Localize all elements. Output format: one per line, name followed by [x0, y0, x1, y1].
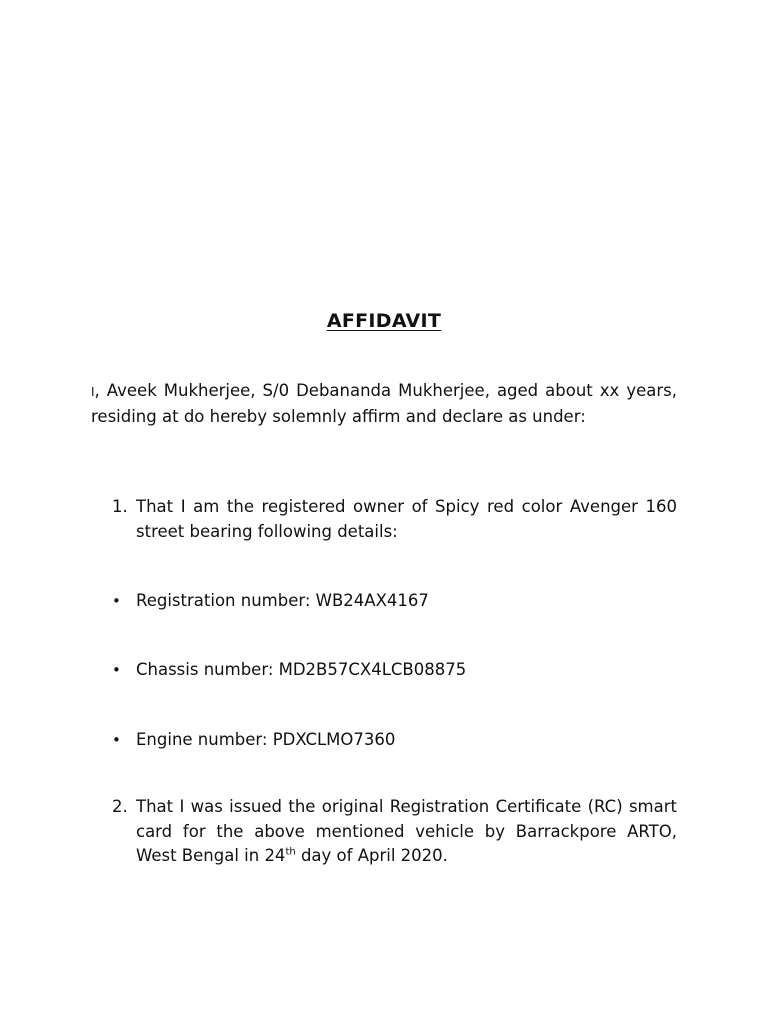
bullet-icon: • — [112, 592, 121, 610]
item-text-before: That I was issued the original Registration Certificate (RC) smart card for the above mentioned vehicle by Barrackpore ARTO, West Bengal in 24 — [136, 797, 677, 865]
item-text: That I am the registered owner of Spicy red color Avenger 160 street bearing following details: — [136, 497, 677, 541]
intro-paragraph — [91, 379, 677, 429]
document-title: AFFIDAVIT — [326, 310, 442, 332]
bullet-icon: • — [112, 661, 121, 679]
bullet-icon: • — [112, 731, 121, 749]
item-number: 2. — [112, 797, 128, 816]
detail-text: Registration number: WB24AX4167 — [136, 591, 429, 610]
ordinal-superscript: th — [285, 846, 296, 858]
detail-text: Chassis number: MD2B57CX4LCB08875 — [136, 660, 467, 679]
item-text — [136, 795, 677, 869]
detail-text: Engine number: PDXCLMO7360 — [136, 730, 396, 749]
item-text-after: day of April 2020. — [295, 846, 448, 865]
item-number: 1. — [112, 497, 128, 516]
intro-initial: I — [91, 385, 95, 399]
intro-text: , Aveek Mukherjee, S/0 Debananda Mukherjee, aged about xx years, residing at do hereby solemnly affirm and declare as under: — [91, 381, 677, 426]
